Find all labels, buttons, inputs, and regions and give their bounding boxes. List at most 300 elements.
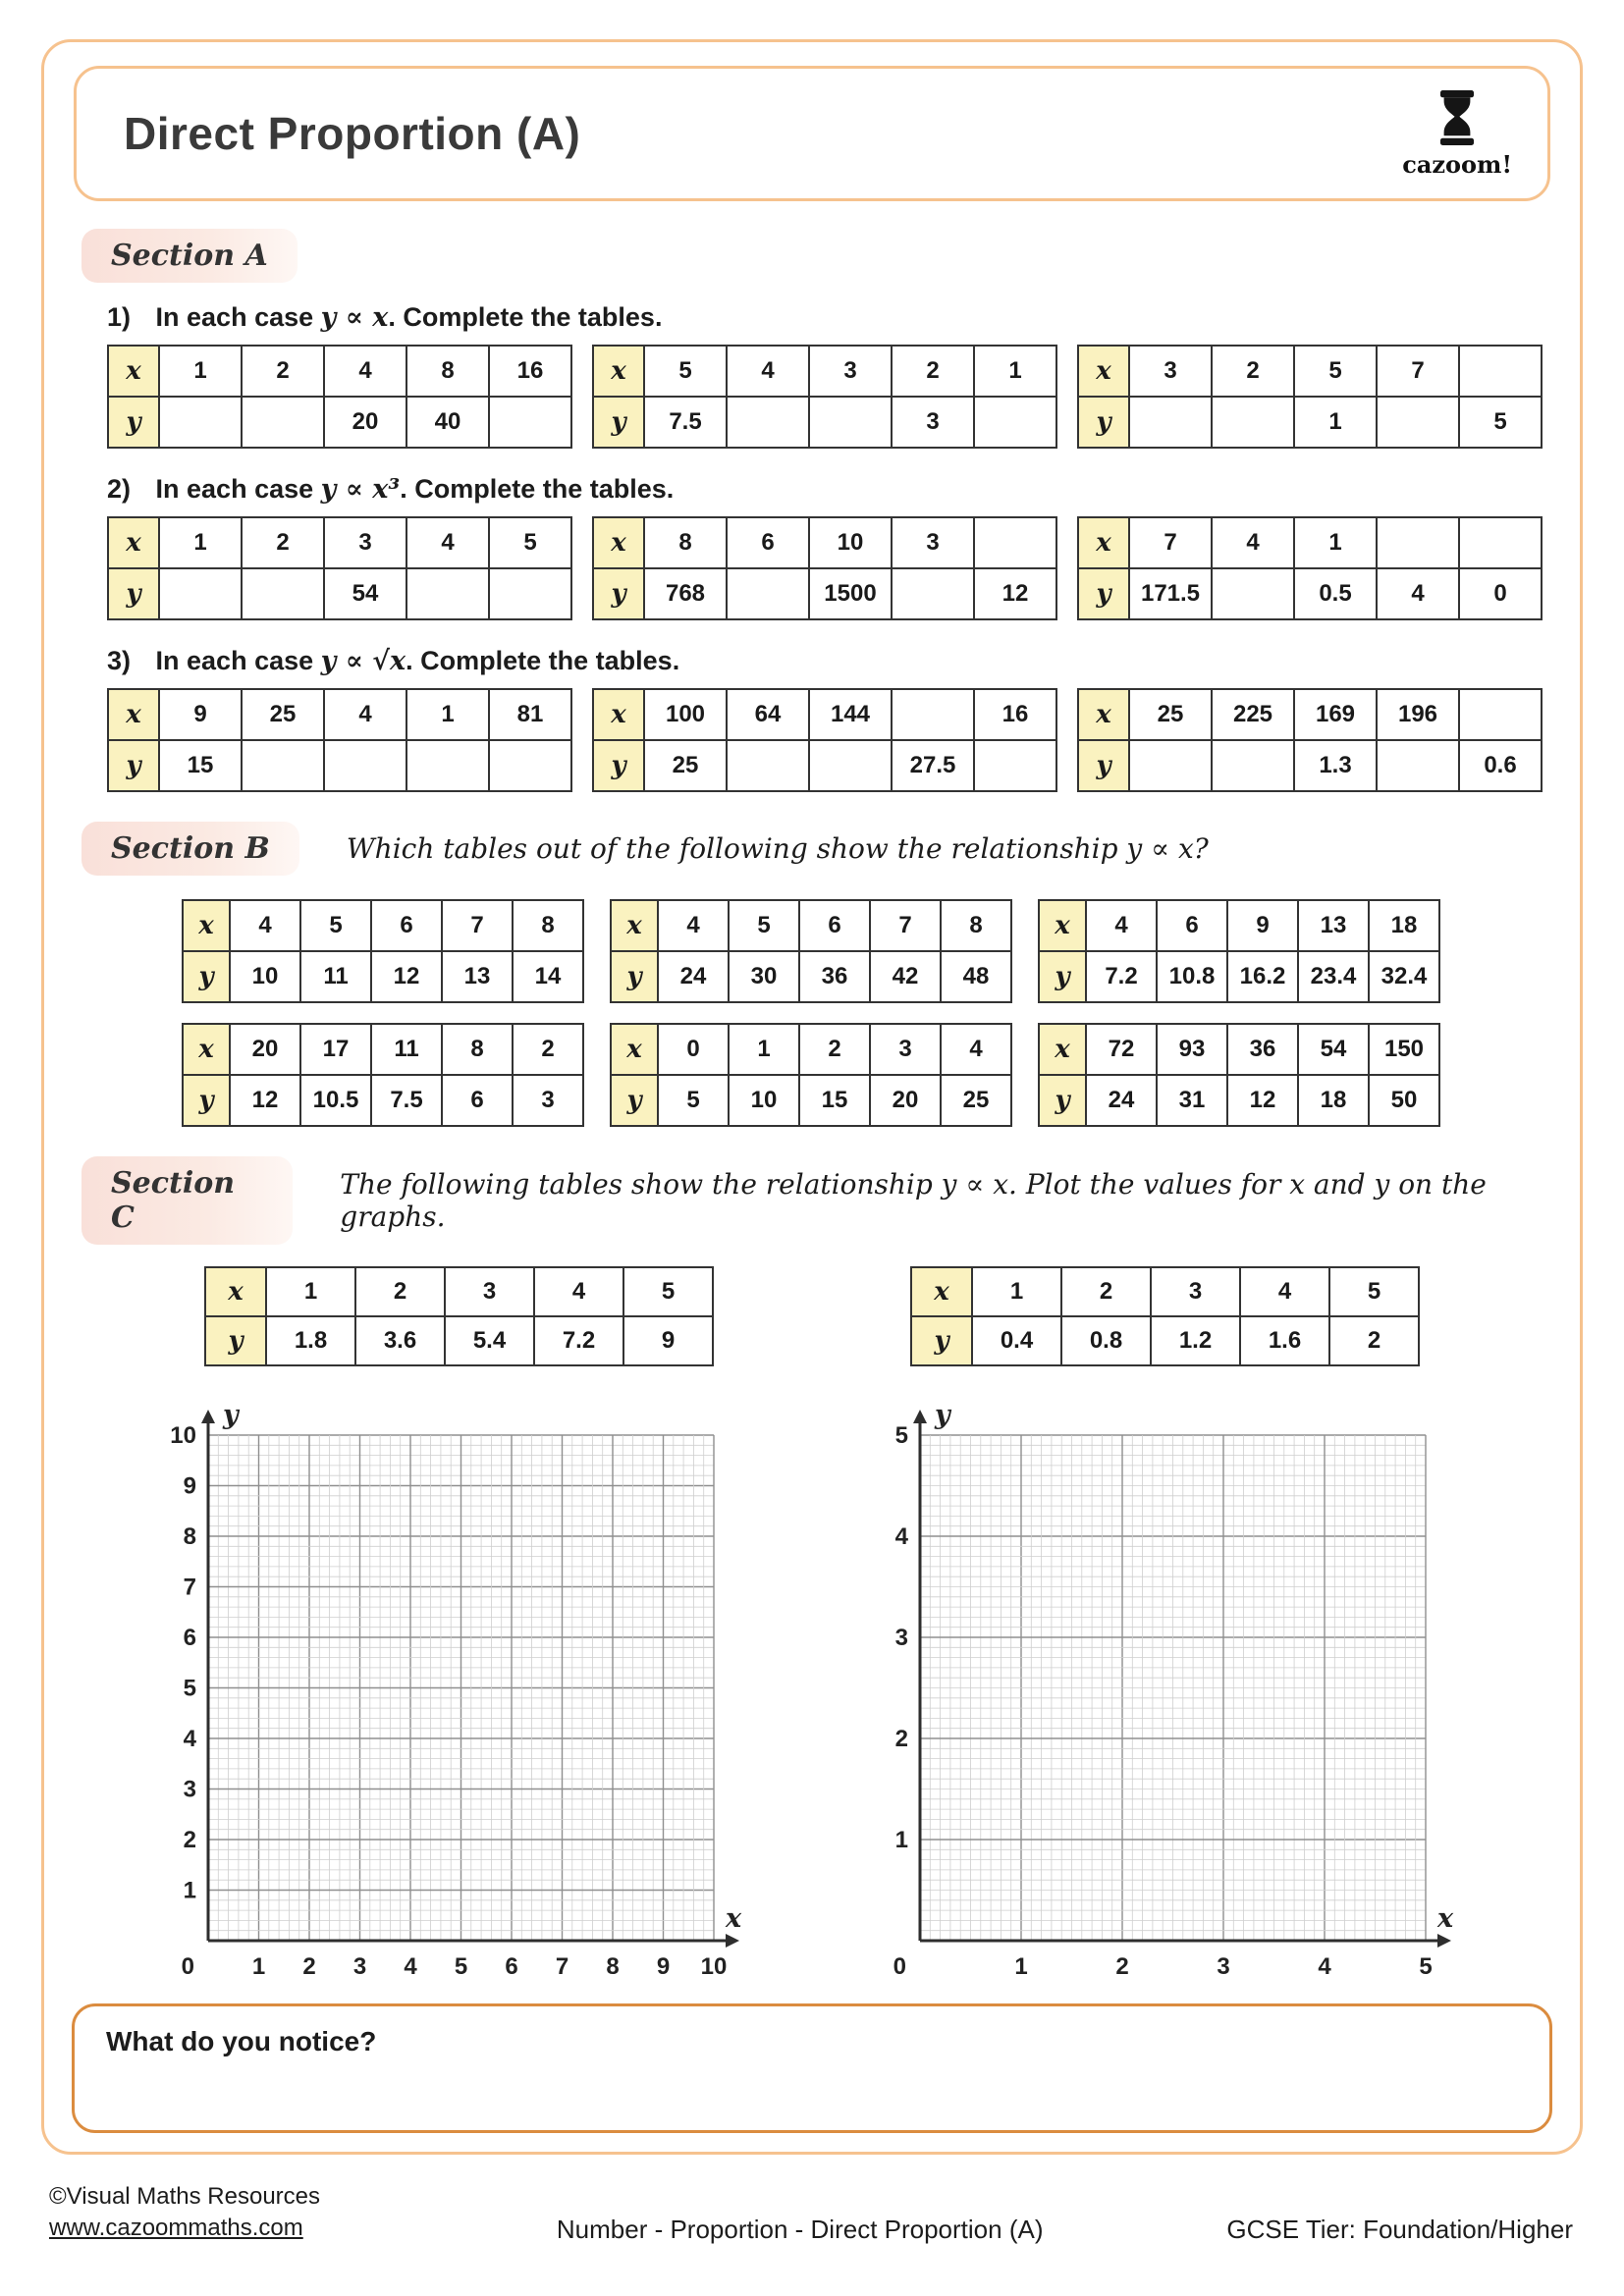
value-cell: 0.5 [1294,568,1377,619]
value-cell: 1 [159,346,242,397]
value-cell: 0.6 [1459,740,1542,791]
svg-text:5: 5 [183,1675,196,1702]
svg-text:0: 0 [893,1953,906,1980]
value-table [610,1023,1012,1127]
left-graph-grid [159,1396,753,1986]
x-header-cell: x [1078,689,1129,740]
value-cell: 225 [1212,689,1294,740]
value-cell: 4 [1377,568,1459,619]
svg-text:10: 10 [700,1953,728,1980]
value-cell: 7.2 [534,1316,623,1365]
value-table [107,688,572,792]
value-cell: 196 [1377,689,1459,740]
question-3-math: y ∝ √x [320,646,406,676]
x-header-cell: x [1039,1024,1086,1075]
value-table [910,1266,1420,1366]
y-row [108,568,571,619]
empty-answer-cell [1459,346,1542,397]
value-cell: 11 [300,951,371,1002]
value-cell: 1 [1294,517,1377,568]
empty-answer-cell [1377,397,1459,448]
y-header-cell: y [1078,568,1129,619]
y-header-cell: y [1039,1075,1086,1126]
value-cell: 3 [892,397,974,448]
y-row [593,740,1056,791]
x-row [108,689,571,740]
question-1-number: 1) [107,302,132,332]
value-cell: 9 [623,1316,713,1365]
x-row [108,517,571,568]
svg-text:6: 6 [183,1625,196,1651]
svg-text:x: x [1437,1903,1454,1934]
footer-left [49,2181,373,2245]
empty-answer-cell [1377,517,1459,568]
svg-text:7: 7 [555,1953,569,1980]
value-table [610,899,1012,1003]
notice-label: What do you notice? [106,2026,377,2056]
value-cell: 17 [300,1024,371,1075]
y-header-cell: y [593,740,644,791]
y-header-cell: y [108,397,159,448]
x-header-cell: x [1078,346,1129,397]
x-row [183,900,583,951]
value-cell: 25 [242,689,324,740]
x-header-cell: x [108,689,159,740]
value-cell: 42 [870,951,941,1002]
cazoom-logo [1402,90,1512,177]
value-cell: 11 [371,1024,442,1075]
value-cell: 1.8 [266,1316,355,1365]
title-box [74,66,1550,201]
value-cell: 93 [1157,1024,1227,1075]
empty-answer-cell [1129,740,1212,791]
value-cell: 3 [892,517,974,568]
value-cell: 36 [1227,1024,1298,1075]
svg-text:4: 4 [183,1726,196,1752]
empty-answer-cell [489,397,571,448]
value-cell: 3 [1151,1267,1240,1316]
question-3-number: 3) [107,646,132,675]
value-cell: 1 [406,689,489,740]
value-table [592,688,1057,792]
value-cell: 15 [159,740,242,791]
x-header-cell: x [593,517,644,568]
value-cell: 12 [974,568,1056,619]
value-cell: 0 [1459,568,1542,619]
empty-answer-cell [892,689,974,740]
value-cell: 8 [644,517,727,568]
value-cell: 4 [658,900,729,951]
x-row [911,1267,1419,1316]
value-cell: 4 [727,346,809,397]
empty-answer-cell [242,740,324,791]
value-cell: 150 [1369,1024,1439,1075]
value-cell: 5 [489,517,571,568]
value-cell: 1 [1294,397,1377,448]
empty-answer-cell [489,740,571,791]
section-c-label: Section C [81,1156,293,1245]
x-header-cell: x [108,346,159,397]
value-cell: 16.2 [1227,951,1298,1002]
value-cell: 25 [1129,689,1212,740]
value-cell: 1 [159,517,242,568]
empty-answer-cell [809,740,892,791]
footer [49,2181,1573,2245]
x-header-cell: x [593,346,644,397]
value-cell: 18 [1298,1075,1369,1126]
value-cell: 2 [242,517,324,568]
empty-answer-cell [727,568,809,619]
value-cell: 1 [266,1267,355,1316]
svg-text:3: 3 [183,1776,196,1803]
value-table [204,1266,714,1366]
svg-text:3: 3 [352,1953,367,1980]
y-header-cell: y [593,568,644,619]
x-header-cell: x [205,1267,266,1316]
empty-answer-cell [1212,397,1294,448]
value-cell: 23.4 [1298,951,1369,1002]
tables-row-b1 [182,899,1560,1003]
svg-text:4: 4 [894,1523,908,1550]
value-cell: 27.5 [892,740,974,791]
value-cell: 10.8 [1157,951,1227,1002]
right-graph-grid [871,1396,1465,1986]
y-header-cell: y [205,1316,266,1365]
svg-text:2: 2 [302,1953,316,1980]
question-1-math: y ∝ x [320,302,389,333]
svg-text:3: 3 [894,1625,908,1651]
value-table [1038,1023,1440,1127]
value-cell: 10 [809,517,892,568]
x-header-cell: x [593,689,644,740]
value-table [1077,345,1543,449]
value-cell: 144 [809,689,892,740]
value-cell: 7 [442,900,513,951]
question-2 [107,474,1560,505]
value-cell: 5 [623,1267,713,1316]
value-cell: 5.4 [445,1316,534,1365]
value-cell: 5 [658,1075,729,1126]
value-cell: 10 [230,951,300,1002]
value-cell: 100 [644,689,727,740]
footer-tier: GCSE Tier: Foundation/Higher [1226,2214,1573,2244]
value-cell: 3 [1129,346,1212,397]
empty-answer-cell [1129,397,1212,448]
value-cell: 64 [727,689,809,740]
empty-answer-cell [489,568,571,619]
x-row [611,1024,1011,1075]
question-3-text: In each case [155,646,314,675]
empty-answer-cell [1459,689,1542,740]
y-row [108,740,571,791]
x-header-cell: x [1078,517,1129,568]
value-cell: 5 [1294,346,1377,397]
graphs-row [64,1396,1560,1986]
value-cell: 2 [892,346,974,397]
svg-text:1: 1 [183,1877,196,1904]
svg-text:8: 8 [606,1953,620,1980]
value-cell: 54 [324,568,406,619]
value-cell: 7.2 [1086,951,1157,1002]
value-cell: 169 [1294,689,1377,740]
svg-text:0: 0 [181,1953,194,1980]
tables-row-q2 [107,516,1560,620]
value-cell: 8 [941,900,1011,951]
value-cell: 40 [406,397,489,448]
x-header-cell: x [611,900,658,951]
tables-row-q3 [107,688,1560,792]
x-row [205,1267,713,1316]
question-2-text-post: . Complete the tables. [400,474,675,504]
svg-text:1: 1 [251,1953,266,1980]
value-cell: 13 [1298,900,1369,951]
empty-answer-cell [406,740,489,791]
y-header-cell: y [611,1075,658,1126]
value-cell: 5 [729,900,799,951]
svg-text:2: 2 [183,1827,196,1853]
copyright-text: ©Visual Maths Resources [49,2183,321,2210]
value-table [1077,688,1543,792]
value-cell: 54 [1298,1024,1369,1075]
empty-answer-cell [1212,568,1294,619]
value-cell: 7 [1129,517,1212,568]
svg-text:2: 2 [894,1726,908,1752]
value-cell: 31 [1157,1075,1227,1126]
value-cell: 7 [1377,346,1459,397]
x-row [611,900,1011,951]
value-cell: 81 [489,689,571,740]
svg-text:y: y [223,1400,239,1430]
y-header-cell: y [1078,740,1129,791]
x-header-cell: x [911,1267,972,1316]
value-table [592,516,1057,620]
worksheet-border [41,39,1583,2155]
x-row [593,517,1056,568]
value-cell: 3 [870,1024,941,1075]
value-cell: 8 [406,346,489,397]
value-cell: 1 [974,346,1056,397]
value-cell: 18 [1369,900,1439,951]
svg-text:x: x [726,1903,742,1934]
empty-answer-cell [159,397,242,448]
empty-answer-cell [1459,517,1542,568]
y-header-cell: y [1078,397,1129,448]
value-cell: 14 [513,951,583,1002]
x-header-cell: x [611,1024,658,1075]
value-cell: 72 [1086,1024,1157,1075]
value-cell: 2 [242,346,324,397]
page-title: Direct Proportion (A) [124,108,581,159]
value-cell: 7.5 [644,397,727,448]
footer-link[interactable]: www.cazoommaths.com [49,2215,303,2242]
tables-row-b2 [182,1023,1560,1127]
tables-row-q1 [107,345,1560,449]
section-a [64,201,1560,792]
value-cell: 7 [870,900,941,951]
value-cell: 48 [941,951,1011,1002]
question-3 [107,646,1560,676]
y-row [108,397,571,448]
value-cell: 171.5 [1129,568,1212,619]
value-cell: 13 [442,951,513,1002]
svg-text:9: 9 [183,1472,196,1500]
x-header-cell: x [108,517,159,568]
y-header-cell: y [611,951,658,1002]
value-table [107,345,572,449]
svg-text:7: 7 [183,1574,196,1601]
empty-answer-cell [242,397,324,448]
y-row [1039,1075,1439,1126]
value-cell: 4 [324,689,406,740]
value-cell: 6 [799,900,870,951]
section-c-header [81,1156,1560,1245]
svg-text:5: 5 [1419,1953,1433,1980]
value-cell: 25 [644,740,727,791]
value-table [107,516,572,620]
x-row [108,346,571,397]
section-a-label: Section A [81,229,298,283]
value-cell: 3 [513,1075,583,1126]
x-header-cell: x [183,1024,230,1075]
y-row [911,1316,1419,1365]
svg-text:8: 8 [183,1523,196,1550]
empty-answer-cell [809,397,892,448]
value-cell: 10.5 [300,1075,371,1126]
value-cell: 1.6 [1240,1316,1329,1365]
value-cell: 2 [1329,1316,1419,1365]
svg-text:5: 5 [454,1953,468,1980]
value-table [1038,899,1440,1003]
value-cell: 4 [1212,517,1294,568]
empty-answer-cell [892,568,974,619]
y-row [183,1075,583,1126]
value-cell: 1 [972,1267,1061,1316]
value-cell: 16 [974,689,1056,740]
value-cell: 2 [1061,1267,1151,1316]
question-1 [107,302,1560,333]
value-cell: 2 [355,1267,445,1316]
svg-text:2: 2 [1115,1953,1129,1980]
empty-answer-cell [727,740,809,791]
value-cell: 3 [445,1267,534,1316]
question-1-text-post: . Complete the tables. [388,302,663,332]
value-cell: 30 [729,951,799,1002]
value-cell: 2 [1212,346,1294,397]
empty-answer-cell [242,568,324,619]
section-c-question: The following tables show the relationship y ∝ x. Plot the values for x and y on the graphs. [340,1168,1487,1233]
empty-answer-cell [1377,740,1459,791]
question-2-number: 2) [107,474,132,504]
footer-category: Number - Proportion - Direct Proportion (A) [556,2214,1044,2244]
value-cell: 9 [159,689,242,740]
x-header-cell: x [183,900,230,951]
value-cell: 6 [1157,900,1227,951]
value-cell: 20 [870,1075,941,1126]
value-cell: 24 [1086,1075,1157,1126]
question-2-math: y ∝ x³ [320,474,401,505]
value-cell: 4 [324,346,406,397]
value-cell: 4 [534,1267,623,1316]
y-row [593,568,1056,619]
y-row [611,951,1011,1002]
value-cell: 1.2 [1151,1316,1240,1365]
value-cell: 5 [1329,1267,1419,1316]
value-cell: 9 [1227,900,1298,951]
value-table [1077,516,1543,620]
y-header-cell: y [183,1075,230,1126]
value-cell: 24 [658,951,729,1002]
value-cell: 4 [406,517,489,568]
x-row [593,689,1056,740]
section-b-tables [182,899,1560,1127]
cazoom-logo-icon [1433,90,1482,145]
value-cell: 1 [729,1024,799,1075]
empty-answer-cell [974,397,1056,448]
empty-answer-cell [159,568,242,619]
value-cell: 0 [658,1024,729,1075]
y-row [611,1075,1011,1126]
x-header-cell: x [1039,900,1086,951]
section-c [64,1156,1560,1986]
value-cell: 6 [727,517,809,568]
question-2-text: In each case [155,474,314,504]
value-cell: 7.5 [371,1075,442,1126]
section-b [64,822,1560,1127]
value-cell: 0.8 [1061,1316,1151,1365]
notice-box [72,2003,1552,2133]
value-cell: 6 [371,900,442,951]
value-cell: 10 [729,1075,799,1126]
value-cell: 2 [799,1024,870,1075]
cazoom-logo-text: cazoom! [1402,150,1512,179]
value-cell: 5 [300,900,371,951]
value-cell: 8 [513,900,583,951]
y-row [1039,951,1439,1002]
x-row [593,346,1056,397]
svg-text:10: 10 [170,1422,196,1449]
value-table [592,345,1057,449]
question-1-text: In each case [155,302,314,332]
value-cell: 3 [809,346,892,397]
y-row [593,397,1056,448]
x-row [1078,689,1542,740]
value-cell: 4 [230,900,300,951]
value-cell: 768 [644,568,727,619]
value-cell: 5 [644,346,727,397]
value-cell: 4 [1240,1267,1329,1316]
y-row [183,951,583,1002]
value-cell: 36 [799,951,870,1002]
y-row [1078,740,1542,791]
section-c-tables [64,1266,1560,1366]
empty-answer-cell [406,568,489,619]
value-cell: 5 [1459,397,1542,448]
value-cell: 2 [513,1024,583,1075]
y-header-cell: y [183,951,230,1002]
svg-text:1: 1 [894,1827,908,1853]
y-row [1078,568,1542,619]
value-cell: 20 [324,397,406,448]
value-cell: 20 [230,1024,300,1075]
svg-text:4: 4 [1318,1953,1331,1980]
value-cell: 50 [1369,1075,1439,1126]
value-cell: 12 [371,951,442,1002]
question-3-text-post: . Complete the tables. [406,646,680,675]
svg-text:y: y [935,1400,950,1430]
x-row [1039,1024,1439,1075]
section-b-question: Which tables out of the following show the relationship y ∝ x? [346,832,1209,865]
value-cell: 12 [230,1075,300,1126]
